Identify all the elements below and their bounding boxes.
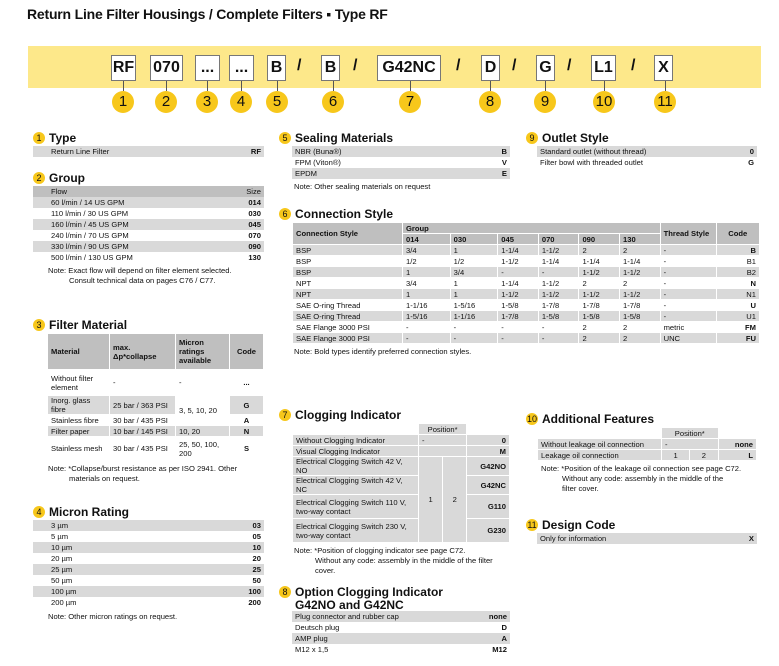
table-header: Position*: [662, 428, 719, 439]
table-cell: -: [660, 256, 716, 267]
table-cell: 3, 5, 10, 20: [176, 396, 230, 426]
table-cell: Plug connector and rubber cap: [295, 612, 399, 621]
table-cell: -: [403, 322, 451, 333]
position-number: 4: [230, 91, 252, 113]
table-cell: 20 µm: [51, 554, 73, 563]
table-cell: 1-1/2: [579, 289, 620, 300]
table-cell: 10, 20: [176, 426, 230, 437]
table-cell: 2: [579, 245, 620, 256]
note-text: Note: Bold types identify preferred connection styles.: [294, 347, 472, 356]
table-cell: Deutsch plug: [295, 623, 340, 632]
table-cell: L: [718, 450, 756, 461]
table-cell: Visual Clogging Indicator: [293, 446, 419, 457]
note-text: Consult technical data on pages C76 / C77.: [69, 276, 216, 285]
table-cell: G42NO: [467, 457, 510, 476]
table-cell: SAE O-ring Thread: [293, 300, 403, 311]
note-text: Without any code: assembly in the middle of the: [562, 474, 724, 483]
table-cell: A: [230, 415, 264, 426]
table-header: Connection Style: [293, 223, 403, 245]
table-cell: 10 bar / 145 PSI: [110, 426, 176, 437]
code-separator: /: [297, 57, 302, 74]
table-cell: -: [110, 370, 176, 396]
table-cell: 1-1/2: [538, 245, 579, 256]
section-number-badge: 11: [527, 520, 537, 530]
table-cell: -: [450, 322, 498, 333]
table-cell: 1/2: [450, 256, 498, 267]
table-cell: Return Line Filter: [51, 147, 110, 156]
table-cell: 2: [579, 333, 620, 344]
table-cell: Electrical Clogging Switch 42 V, NO: [293, 457, 419, 476]
table-cell: 1-1/2: [620, 289, 661, 300]
table-cell: 1-1/4: [498, 278, 539, 289]
table-cell: 1-7/8: [620, 300, 661, 311]
table-cell: E: [501, 169, 507, 178]
code-segment: RF: [111, 55, 136, 81]
table-cell: 2: [620, 245, 661, 256]
table-cell: 2: [443, 457, 467, 543]
table-cell: 1-5/8: [498, 300, 539, 311]
section-group: [33, 170, 264, 286]
section-title: Additional Features: [542, 412, 655, 426]
table-cell: NPT: [293, 278, 403, 289]
table-cell: 25 µm: [51, 565, 73, 574]
table-cell: M12: [492, 645, 507, 654]
table-cell: Without filter element: [48, 370, 110, 396]
table-cell: 1-5/8: [620, 311, 661, 322]
note-text: Without any code: assembly in the middle of the filter cover.: [315, 556, 493, 575]
table-header: 130: [620, 234, 661, 245]
table-cell: 030: [248, 209, 261, 218]
table-cell: FM: [716, 322, 759, 333]
table-cell: RF: [250, 147, 261, 156]
table-cell: Only for information: [540, 534, 607, 543]
table-cell: G110: [467, 495, 510, 519]
table-header: 090: [579, 234, 620, 245]
table-cell: 2: [579, 278, 620, 289]
section-title: Outlet Style: [542, 131, 609, 145]
table-cell: U: [716, 300, 759, 311]
section-clogging-indicator: [279, 407, 510, 576]
table-cell: none: [488, 612, 507, 621]
code-separator: /: [512, 57, 517, 74]
table-cell: 3/4: [450, 267, 498, 278]
table-header: max. Δp*collapse: [110, 334, 176, 370]
position-number: 6: [322, 91, 344, 113]
table-cell: A: [501, 634, 507, 643]
table-cell: Filter bowl with threaded outlet: [540, 158, 643, 167]
section-type: [33, 130, 264, 157]
table-header: 030: [450, 234, 498, 245]
table-cell: G: [230, 396, 264, 415]
table-header: Code: [716, 223, 759, 245]
table-header: Thread Style: [660, 223, 716, 245]
table-cell: metric: [660, 322, 716, 333]
position-number: 8: [479, 91, 501, 113]
position-number: 11: [654, 91, 676, 113]
table-cell: BSP: [293, 256, 403, 267]
table-cell: [419, 446, 467, 457]
table-cell: FU: [716, 333, 759, 344]
table-cell: 2: [579, 322, 620, 333]
table-cell: 25, 50, 100, 200: [176, 437, 230, 461]
section-number-badge: 7: [279, 409, 291, 421]
table-cell: 1: [419, 457, 443, 543]
table-header: Micron ratings available: [176, 334, 230, 370]
section-title: Group: [49, 171, 85, 185]
table-cell: -: [403, 333, 451, 344]
table-cell: 2: [620, 322, 661, 333]
table-cell: NPT: [293, 289, 403, 300]
table-cell: 50 µm: [51, 576, 73, 585]
code-segment: G: [536, 55, 555, 81]
table-cell: -: [498, 333, 539, 344]
table-cell: 1-1/2: [538, 289, 579, 300]
type-code-bar: [28, 46, 761, 88]
table-cell: 1/2: [403, 256, 451, 267]
table-cell: 1-1/4: [620, 256, 661, 267]
note-text: Note: *Collapse/burst resistance as per ISO 2941. Other: [48, 464, 238, 473]
table-cell: BSP: [293, 267, 403, 278]
code-segment: ...: [229, 55, 254, 81]
table-cell: 1: [450, 289, 498, 300]
note-text: filter cover.: [562, 484, 599, 493]
table-cell: 1-1/2: [620, 267, 661, 278]
table-header: Material: [48, 334, 110, 370]
table-cell: -: [498, 267, 539, 278]
table-cell: 240 l/min / 70 US GPM: [51, 231, 129, 240]
position-number: 5: [266, 91, 288, 113]
code-separator: /: [353, 57, 358, 74]
note-text: Note: Other micron ratings on request.: [48, 612, 178, 621]
section-number-badge: 10: [526, 414, 537, 424]
position-number: 3: [196, 91, 218, 113]
table-cell: G42NC: [467, 476, 510, 495]
table-cell: -: [660, 278, 716, 289]
table-cell: 05: [252, 532, 261, 541]
table-cell: Inorg. glass fibre: [48, 396, 110, 415]
table-cell: -: [660, 267, 716, 278]
section-additional-features: [526, 411, 757, 494]
table-cell: 014: [248, 198, 261, 207]
table-cell: 130: [248, 253, 261, 262]
table-cell: -: [660, 300, 716, 311]
table-cell: Electrical Clogging Switch 230 V, two-way contact: [293, 519, 419, 543]
table-cell: -: [662, 439, 719, 450]
table-cell: 1-1/2: [538, 278, 579, 289]
table-cell: 1-1/4: [498, 245, 539, 256]
page-title: Return Line Filter Housings / Complete Filters ▪ Type RF: [27, 6, 388, 22]
table-cell: 1-5/16: [403, 311, 451, 322]
section-design-code: [526, 517, 757, 544]
table-cell: FPM (Viton®): [295, 158, 341, 167]
table-cell: U1: [716, 311, 759, 322]
table-cell: Leakage oil connection: [538, 450, 662, 461]
table-cell: 110 l/min / 30 US GPM: [51, 209, 129, 218]
table-cell: UNC: [660, 333, 716, 344]
table-cell: V: [501, 158, 507, 167]
table-cell: -: [498, 322, 539, 333]
section-number-badge: 8: [279, 586, 291, 598]
table-cell: SAE Flange 3000 PSI: [293, 333, 403, 344]
table-cell: 160 l/min / 45 US GPM: [51, 220, 129, 229]
section-number-badge: 4: [33, 506, 45, 518]
code-segment: L1: [591, 55, 616, 81]
table-cell: 30 bar / 435 PSI: [110, 415, 176, 426]
table-cell: BSP: [293, 245, 403, 256]
table-cell: ...: [230, 370, 264, 396]
table-header: Size: [246, 187, 261, 196]
section-title: Filter Material: [49, 318, 128, 332]
position-number: 2: [155, 91, 177, 113]
table-cell: Standard outlet (without thread): [540, 147, 647, 156]
table-cell: -: [660, 245, 716, 256]
table-cell: -: [538, 333, 579, 344]
table-cell: B: [501, 147, 507, 156]
section-title: Connection Style: [295, 207, 394, 221]
table-cell: 1-7/8: [538, 300, 579, 311]
section-title: Micron Rating: [49, 505, 129, 519]
section-outlet-style: [526, 130, 757, 168]
table-cell: SAE Flange 3000 PSI: [293, 322, 403, 333]
table-cell: 10 µm: [51, 543, 73, 552]
position-number: 10: [593, 91, 615, 113]
table-cell: Electrical Clogging Switch 42 V, NC: [293, 476, 419, 495]
table-cell: S: [230, 437, 264, 461]
section-title: Design Code: [542, 518, 616, 532]
table-cell: Filter paper: [48, 426, 110, 437]
table-cell: -: [538, 267, 579, 278]
section-subtitle: G42NO and G42NC: [295, 597, 404, 612]
table-cell: 070: [248, 231, 261, 240]
table-cell: 1: [403, 267, 451, 278]
table-header: 070: [538, 234, 579, 245]
table-cell: 03: [252, 521, 261, 530]
table-header: 014: [403, 234, 451, 245]
section-number-badge: 3: [33, 319, 45, 331]
table-cell: Electrical Clogging Switch 110 V, two-way contact: [293, 495, 419, 519]
table-cell: 1-1/2: [498, 256, 539, 267]
table-cell: 500 l/min / 130 US GPM: [51, 253, 133, 262]
table-cell: Stainless fibre: [48, 415, 110, 426]
code-segment: 070: [150, 55, 183, 81]
section-connection-style: [279, 206, 760, 357]
table-cell: AMP plug: [295, 634, 328, 643]
section-number-badge: 2: [33, 172, 45, 184]
table-cell: 20: [252, 554, 261, 563]
table-cell: -: [419, 435, 467, 446]
table-cell: 0: [749, 147, 754, 156]
code-segment: B: [321, 55, 340, 81]
table-cell: G230: [467, 519, 510, 543]
table-cell: D: [501, 623, 507, 632]
code-separator: /: [456, 57, 461, 74]
table-cell: 1-5/16: [450, 300, 498, 311]
note-text: Note: Exact flow will depend on filter element selected.: [48, 266, 232, 275]
position-number: 1: [112, 91, 134, 113]
table-cell: 200 µm: [51, 598, 77, 607]
code-segment: B: [267, 55, 286, 81]
table-cell: 330 l/min / 90 US GPM: [51, 242, 129, 251]
table-cell: 10: [252, 543, 261, 552]
table-cell: Without Clogging Indicator: [293, 435, 419, 446]
table-cell: 1-5/8: [538, 311, 579, 322]
table-cell: 1-7/8: [498, 311, 539, 322]
note-text: materials on request.: [69, 474, 140, 483]
table-cell: 3/4: [403, 278, 451, 289]
table-cell: 3/4: [403, 245, 451, 256]
table-cell: -: [538, 322, 579, 333]
table-cell: 60 l/min / 14 US GPM: [51, 198, 125, 207]
table-header: Group: [403, 223, 661, 234]
table-cell: 5 µm: [51, 532, 69, 541]
table-cell: B1: [716, 256, 759, 267]
table-cell: 1-5/8: [579, 311, 620, 322]
section-title: Option Clogging Indicator: [295, 584, 443, 599]
table-header: Flow: [51, 187, 68, 196]
section-number-badge: 9: [526, 132, 538, 144]
code-separator: /: [567, 57, 572, 74]
code-separator: /: [631, 57, 636, 74]
table-cell: -: [660, 289, 716, 300]
table-cell: G: [748, 158, 754, 167]
table-cell: 1: [450, 245, 498, 256]
table-cell: EPDM: [295, 169, 317, 178]
note-text: Note: *Position of the leakage oil connection see page C72.: [541, 464, 742, 473]
table-cell: 1-1/2: [579, 267, 620, 278]
table-header: 045: [498, 234, 539, 245]
section-sealing-materials: [279, 130, 510, 192]
table-cell: SAE O-ring Thread: [293, 311, 403, 322]
table-cell: M: [467, 446, 510, 457]
code-segment: D: [481, 55, 500, 81]
table-cell: 1: [403, 289, 451, 300]
table-cell: 2: [620, 333, 661, 344]
table-header: Position*: [419, 424, 467, 435]
table-cell: 50: [252, 576, 261, 585]
note-text: Note: Other sealing materials on request: [294, 182, 431, 191]
section-micron-rating: [33, 504, 264, 622]
table-cell: 0: [467, 435, 510, 446]
table-cell: Without leakage oil connection: [538, 439, 662, 450]
table-cell: X: [748, 534, 754, 543]
table-cell: N: [716, 278, 759, 289]
position-number: 7: [399, 91, 421, 113]
table-cell: 30 bar / 435 PSI: [110, 437, 176, 461]
table-cell: 100 µm: [51, 587, 77, 596]
table-cell: 1-7/8: [579, 300, 620, 311]
section-number-badge: 6: [279, 208, 291, 220]
table-cell: -: [450, 333, 498, 344]
table-cell: N: [230, 426, 264, 437]
table-cell: B: [716, 245, 759, 256]
table-cell: -: [176, 370, 230, 396]
table-cell: Stainless mesh: [48, 437, 110, 461]
table-cell: N1: [716, 289, 759, 300]
table-cell: 3 µm: [51, 521, 69, 530]
table-cell: none: [718, 439, 756, 450]
table-cell: 1-1/16: [450, 311, 498, 322]
table-cell: -: [660, 311, 716, 322]
table-cell: 045: [248, 220, 261, 229]
code-segment: G42NC: [377, 55, 441, 81]
table-cell: 1: [662, 450, 690, 461]
table-cell: 100: [248, 587, 261, 596]
position-number: 9: [534, 91, 556, 113]
table-cell: 25 bar / 363 PSI: [110, 396, 176, 415]
section-title: Type: [49, 131, 77, 145]
note-text: Note: *Position of clogging indicator see page C72.: [294, 546, 466, 555]
table-cell: 25: [252, 565, 261, 574]
section-title: Clogging Indicator: [295, 408, 401, 422]
table-cell: 1-1/4: [538, 256, 579, 267]
table-cell: 090: [248, 242, 261, 251]
table-cell: 2: [620, 278, 661, 289]
section-number-badge: 5: [279, 132, 291, 144]
table-header: Code: [230, 334, 264, 370]
table-cell: 200: [248, 598, 261, 607]
table-cell: 1-1/2: [498, 289, 539, 300]
section-filter-material: [33, 317, 264, 484]
code-segment: X: [654, 55, 673, 81]
table-cell: 1-1/4: [579, 256, 620, 267]
table-cell: 2: [690, 450, 718, 461]
table-cell: M12 x 1,5: [295, 645, 329, 654]
table-cell: B2: [716, 267, 759, 278]
code-segment: ...: [195, 55, 220, 81]
section-option-clogging-indicator: [279, 585, 510, 655]
table-cell: 1-1/16: [403, 300, 451, 311]
section-title: Sealing Materials: [295, 131, 394, 145]
table-cell: 1: [450, 278, 498, 289]
table-cell: NBR (Buna®): [295, 147, 342, 156]
section-number-badge: 1: [33, 132, 45, 144]
